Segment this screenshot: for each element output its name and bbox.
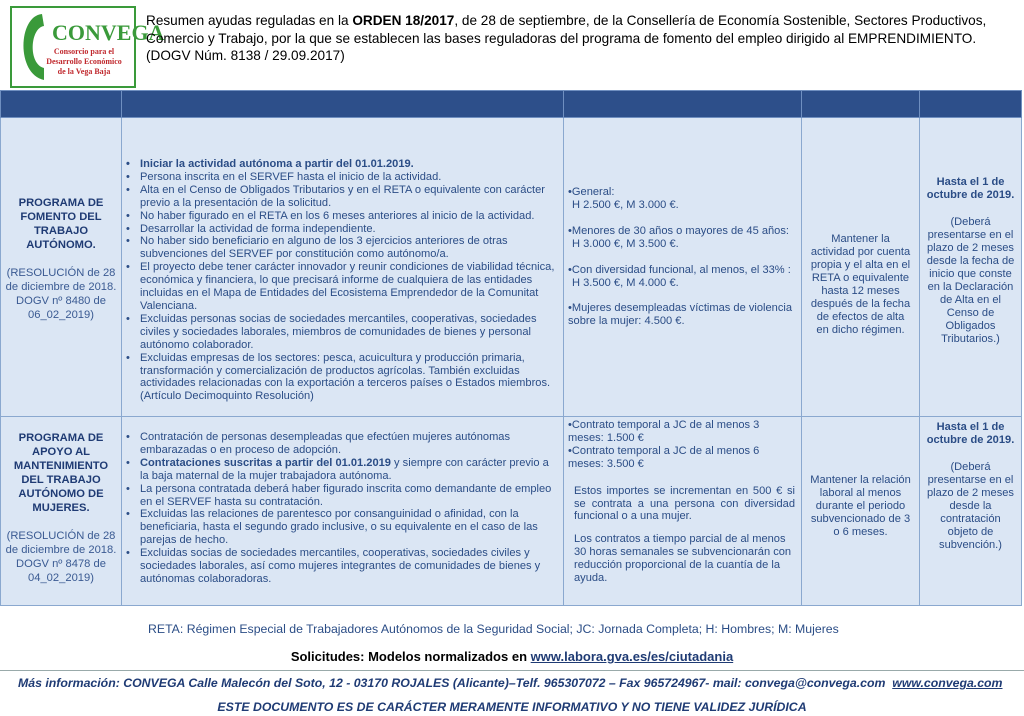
contact-text: Más información: CONVEGA Calle Malecón del Soto, 12 - 03170 ROJALES (Alicante)–Telf. 965307072 – Fax 965724967- mail: convega@convega.com xyxy=(18,676,889,690)
requirement-item: • Contratación de personas desempleadas que efectúen mujeres autónomas embarazadas o en proceso de adopción. xyxy=(138,431,557,457)
requirements-cell xyxy=(122,417,564,606)
requirement-tail: y siempre con carácter previo a la baja maternal de la mujer trabajadora autónoma. xyxy=(140,456,549,482)
program-cell xyxy=(1,118,122,417)
header-rest: , de 28 de septiembre, de la Consellería de Economía Sostenible, Sectores Productivos, Comercio y Trabajo, por la que se establecen las bases reguladoras del programa de fomento del empleo dirigido al EMPRENDIMIENTO. (DOGV Núm. 8138 / 29.09.2017) xyxy=(146,13,987,63)
amount-note: Los contratos a tiempo parcial de al menos 30 horas semanales se subvencionarán con reducción proporcional de la cuantía de la ayuda. xyxy=(574,533,792,585)
amount-label: Contrato temporal a JC de al menos 3 meses: 1.500 € xyxy=(568,419,760,444)
legal-disclaimer: ESTE DOCUMENTO ES DE CARÁCTER MERAMENTE INFORMATIVO Y NO TIENE VALIDEZ JURÍDICA xyxy=(217,700,807,714)
contact-info xyxy=(18,676,1003,690)
requirement-item: • Alta en el Censo de Obligados Tributarios y en el RETA o equivalente con carácter previo a la presentación de la solicitud. xyxy=(138,184,557,210)
requirements-cell xyxy=(122,118,564,417)
program-resolution: (RESOLUCIÓN de 28 de diciembre de 2018. DOGV nº 8480 de 06_02_2019) xyxy=(5,267,117,321)
amount-note: Estos importes se incrementan en 500 € si se contrata a una persona con diversidad funcional o a una mujer. xyxy=(574,484,795,523)
header-order: ORDEN 18/2017 xyxy=(352,13,455,28)
requirement-item: • Persona inscrita en el SERVEF hasta el inicio de la actividad. xyxy=(138,171,557,184)
table-header-bar xyxy=(1,91,1022,118)
condition-cell xyxy=(802,118,920,417)
document-header xyxy=(146,12,1016,65)
program-title: PROGRAMA DE FOMENTO DEL TRABAJO AUTÓNOMO. xyxy=(18,197,104,251)
amounts-cell xyxy=(564,118,802,417)
logo-line1: Consorcio para el xyxy=(53,47,115,56)
amount-value: H 3.500 €, M 4.000 €. xyxy=(572,276,679,289)
deadline-note: (Deberá presentarse en el plazo de 2 meses desde la fecha de inicio que conste en la Declaración de Alta en el Censo de Obligados Tributarios.) xyxy=(926,216,1015,345)
solicitudes-label: Solicitudes: Modelos normalizados en xyxy=(290,649,531,664)
program-cell xyxy=(1,417,122,606)
condition-cell xyxy=(802,417,920,606)
solicitudes-line xyxy=(0,649,1024,664)
convega-logo xyxy=(10,6,165,88)
condition-text: Mantener la relación laboral al menos durante el periodo subvencionado de 3 o 6 meses. xyxy=(810,474,911,538)
requirement-item: • Iniciar la actividad autónoma a partir del 01.01.2019. xyxy=(138,158,557,171)
deadline-cell xyxy=(920,118,1022,417)
requirement-item: • No haber sido beneficiario en alguno de los 3 ejercicios anteriores de otras subvenciones del SERVEF por constitución como autónomo/a. xyxy=(138,235,557,261)
requirement-item: • No haber figurado en el RETA en los 6 meses anteriores al inicio de la actividad. xyxy=(138,210,557,223)
deadline-note: (Deberá presentarse en el plazo de 2 meses desde la contratación objeto de subvención.) xyxy=(927,461,1014,551)
requirement-item: • El proyecto debe tener carácter innovador y reunir condiciones de viabilidad técnica, económica y financiera, lo que precisará informe de cualquiera de las entidades incluidas en el Mapa de Entidades del Ecosistema Emprendedor de la Comunitat Valenciana. xyxy=(138,261,557,313)
amount-label: General: xyxy=(571,186,615,198)
deadline-date: Hasta el 1 de octubre de 2019. xyxy=(926,176,1015,201)
abbreviations-legend: RETA: Régimen Especial de Trabajadores Autónomos de la Seguridad Social; JC: Jornada Completa; H: Hombres; M: Mujeres xyxy=(148,622,839,636)
aid-summary-table xyxy=(0,90,1022,606)
header-intro: Resumen ayudas reguladas en la xyxy=(146,13,353,28)
convega-web-link[interactable]: www.convega.com xyxy=(892,676,1003,690)
requirement-item xyxy=(138,457,557,483)
requirement-bold: Contrataciones suscritas a partir del 01.01.2019 xyxy=(140,456,391,469)
deadline-date: Hasta el 1 de octubre de 2019. xyxy=(926,421,1015,446)
program-title: PROGRAMA DE APOYO AL MANTENIMIENTO DEL TRABAJO AUTÓNOMO DE MUJERES. xyxy=(13,432,109,514)
logo-name: CONVEGA xyxy=(52,20,165,45)
requirement-item: • Excluidas empresas de los sectores: pesca, acuicultura y producción primaria, transformación y comercialización de productos agrícolas. También excluidas actividades relacionadas con la exportación a terceros países o Estados miembros. (Artículo Decimoquinto Resolución) xyxy=(138,352,557,404)
requirement-item: • Excluidas socias de sociedades mercantiles, cooperativas, sociedades civiles y sociedades laborales, así como mujeres integrantes de comunidades de bienes y autónomas colaboradoras. xyxy=(138,547,557,586)
amount-label: Con diversidad funcional, al menos, el 33% : xyxy=(571,263,791,276)
amounts-cell xyxy=(564,417,802,606)
amount-value: H 2.500 €, M 3.000 €. xyxy=(572,198,679,211)
amount-value: H 3.000 €, M 3.500 €. xyxy=(572,237,679,250)
labora-link[interactable]: www.labora.gva.es/es/ciutadania xyxy=(530,649,734,664)
requirement-item: • Desarrollar la actividad de forma independiente. xyxy=(138,223,557,236)
table-row-mujeres xyxy=(1,417,1022,606)
requirement-item: • La persona contratada deberá haber figurado inscrita como demandante de empleo en el SERVEF hasta su contratación. xyxy=(138,483,557,509)
table-row-autonomo xyxy=(1,118,1022,417)
deadline-cell xyxy=(920,417,1022,606)
footer-divider xyxy=(0,670,1024,671)
amount-label: Contrato temporal a JC de al menos 6 meses: 3.500 € xyxy=(568,444,760,470)
logo-line3: de la Vega Baja xyxy=(57,67,111,76)
program-resolution: (RESOLUCIÓN de 28 de diciembre de 2018. DOGV nº 8478 de 04_02_2019) xyxy=(5,530,117,584)
condition-text: Mantener la actividad por cuenta propia y el alta en el RETA o equivalente hasta 12 meses después de la fecha de efectos de alta en dicho régimen. xyxy=(810,233,911,336)
amount-label: Menores de 30 años o mayores de 45 años: xyxy=(571,224,789,237)
requirement-item: • Excluidas personas socias de sociedades mercantiles, cooperativas, sociedades civiles y sociedades laborales, miembros de comunidades de bienes y personal autónomo colaborador. xyxy=(138,313,557,352)
logo-line2: Desarrollo Económico xyxy=(46,57,122,66)
requirement-item: • Excluidas las relaciones de parentesco por consanguinidad o afinidad, con la beneficiaria, hasta el segundo grado inclusive, o su equivalente en el caso de las parejas de hecho. xyxy=(138,508,557,547)
amount-label: Mujeres desempleadas víctimas de violencia sobre la mujer: 4.500 €. xyxy=(568,302,793,328)
